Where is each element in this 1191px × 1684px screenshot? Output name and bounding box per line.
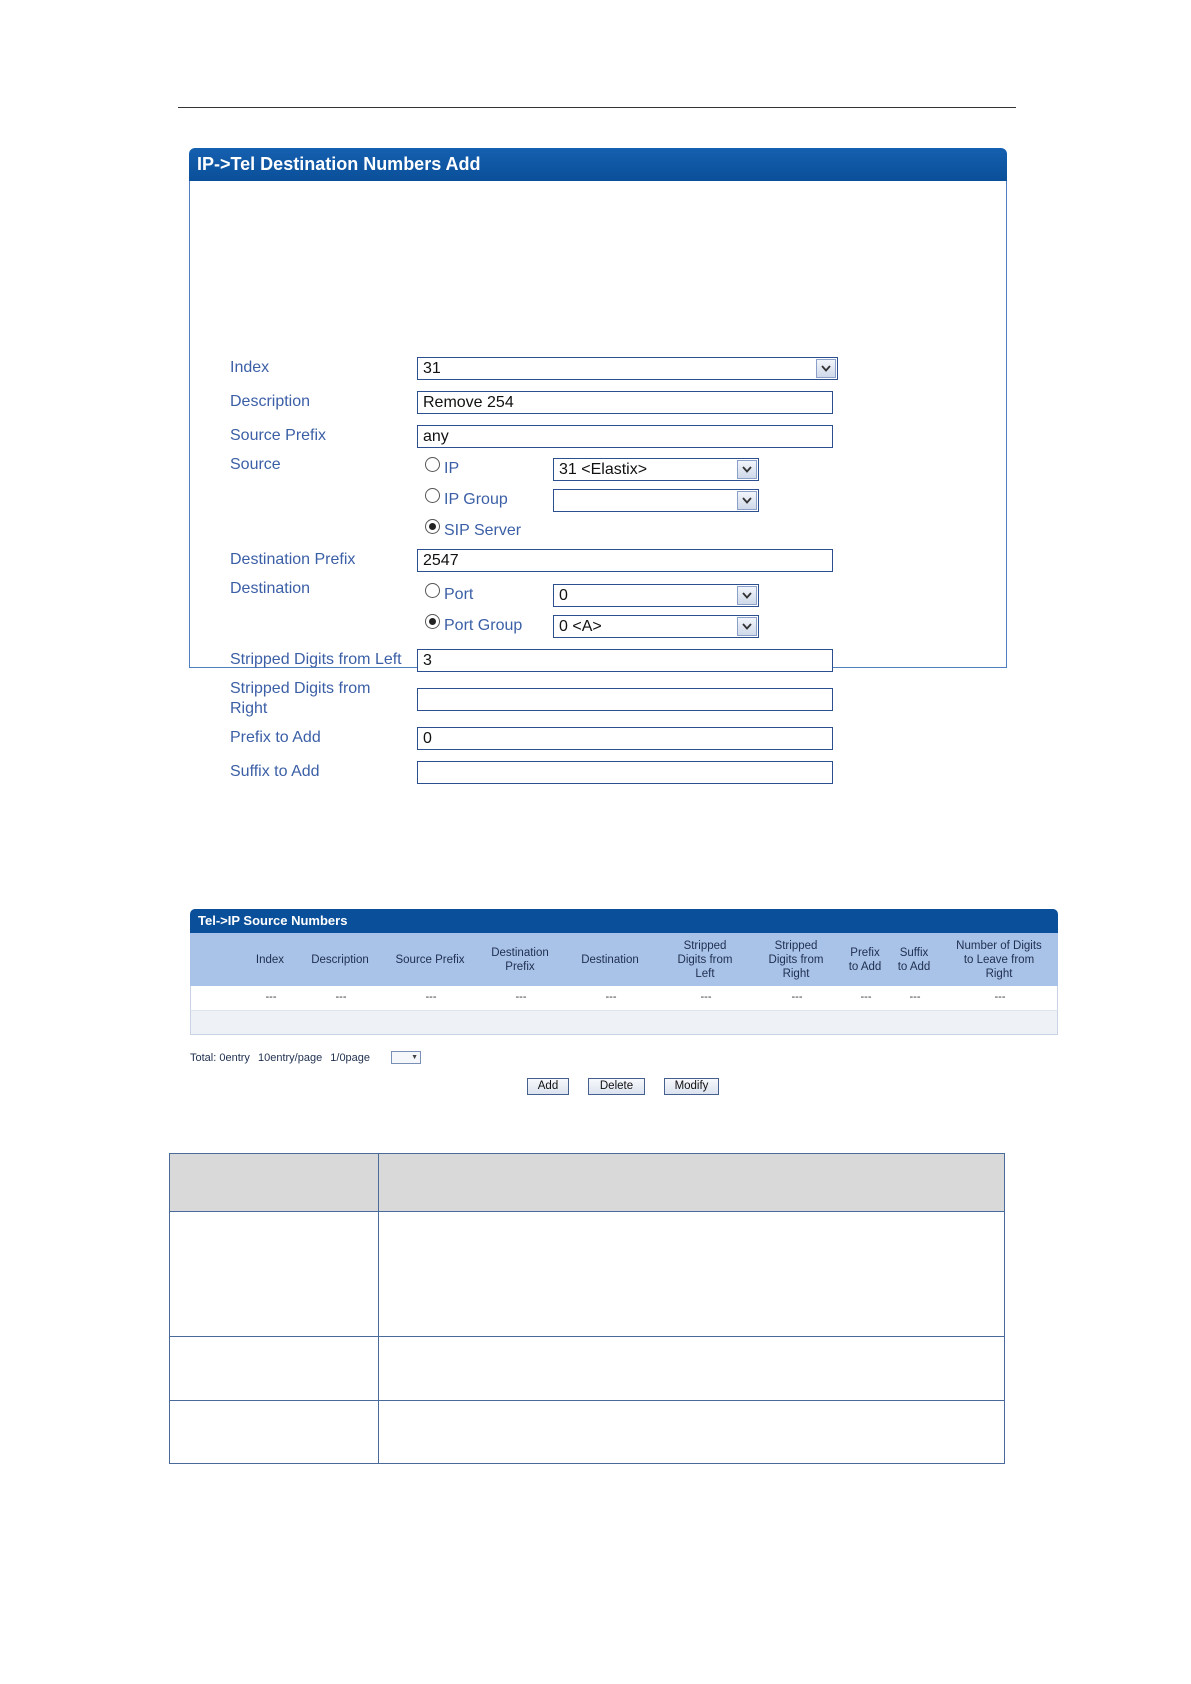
source-ip-value: 31 <Elastix>: [559, 461, 648, 478]
description-label: Description: [230, 393, 311, 410]
suffix-add-label: Suffix to Add: [230, 763, 320, 780]
suffix-add-input[interactable]: [417, 761, 833, 784]
source-table-title: Tel->IP Source Numbers: [190, 909, 1058, 933]
delete-button[interactable]: Delete: [588, 1078, 645, 1095]
source-prefix-input[interactable]: any: [417, 425, 833, 448]
source-label: Source: [230, 456, 281, 473]
prefix-add-label: Prefix to Add: [230, 729, 321, 746]
index-value: 31: [423, 360, 441, 377]
table-divider: [170, 1336, 1004, 1337]
col-source-prefix: Source Prefix: [395, 953, 465, 966]
destination-prefix-label: Destination Prefix: [230, 551, 356, 568]
source-ip-select[interactable]: [553, 458, 759, 481]
destination-port-group-label: Port Group: [444, 617, 523, 634]
col-stripped-left: Stripped Digits from Left: [677, 939, 733, 980]
destination-port-label: Port: [444, 586, 474, 603]
cell-digits-leave-right: ---: [994, 991, 1006, 1003]
source-sip-server-label: SIP Server: [444, 522, 522, 539]
col-prefix-add: Prefix to Add: [848, 946, 882, 973]
source-sip-server-radio[interactable]: [425, 519, 440, 534]
table-divider: [170, 1211, 1004, 1212]
stripped-left-input[interactable]: 3: [417, 649, 833, 672]
index-select[interactable]: [417, 357, 838, 380]
description-input[interactable]: Remove 254: [417, 391, 833, 414]
source-ip-group-label: IP Group: [444, 491, 508, 508]
stripped-left-label: Stripped Digits from Left: [230, 651, 402, 668]
source-ip-label: IP: [444, 460, 460, 477]
destination-label: Destination: [230, 580, 311, 597]
panel-body: [189, 181, 1007, 780]
col-index: Index: [255, 953, 285, 966]
stripped-right-label-line1: Stripped Digits from: [230, 680, 371, 697]
cell-index: ---: [265, 991, 277, 1003]
source-ip-group-radio[interactable]: [425, 488, 440, 503]
destination-prefix-input[interactable]: 2547: [417, 549, 833, 572]
panel-title: IP->Tel Destination Numbers Add: [189, 148, 1007, 181]
chevron-down-icon[interactable]: [737, 617, 757, 636]
page-top-rule: [178, 107, 1016, 108]
pager-info: [190, 1050, 375, 1066]
stripped-right-label-line2: Right: [230, 700, 268, 717]
tel-ip-source-numbers-panel: [190, 909, 1058, 1039]
pager-page: 1/0page: [330, 1052, 371, 1064]
cell-suffix-add: ---: [909, 991, 921, 1003]
source-ip-group-select[interactable]: [553, 489, 759, 512]
add-button[interactable]: Add: [527, 1078, 569, 1095]
destination-port-group-radio[interactable]: [425, 614, 440, 629]
table-column-divider: [378, 1154, 379, 1463]
stripped-right-input[interactable]: [417, 688, 833, 711]
col-destination-prefix: Destination Prefix: [491, 946, 549, 973]
col-destination: Destination: [581, 953, 639, 966]
modify-button[interactable]: Modify: [664, 1078, 719, 1095]
cell-description: ---: [335, 991, 347, 1003]
source-table-header-row: [190, 933, 1058, 986]
chevron-down-icon[interactable]: [737, 460, 757, 479]
destination-port-select[interactable]: [553, 584, 759, 607]
parameter-description-table: [169, 1153, 1005, 1464]
table-divider: [170, 1400, 1004, 1401]
col-digits-leave-right: Number of Digits to Leave from Right: [956, 939, 1042, 980]
source-ip-radio[interactable]: [425, 457, 440, 472]
col-description: Description: [311, 953, 369, 966]
cell-stripped-left: ---: [700, 991, 712, 1003]
cell-destination-prefix: ---: [515, 991, 527, 1003]
chevron-down-icon[interactable]: [737, 586, 757, 605]
chevron-down-icon[interactable]: [816, 359, 836, 378]
chevron-down-icon[interactable]: [737, 491, 757, 510]
cell-destination: ---: [605, 991, 617, 1003]
chevron-down-icon: ▼: [411, 1054, 418, 1061]
destination-port-group-value: 0 <A>: [559, 618, 602, 635]
cell-source-prefix: ---: [425, 991, 437, 1003]
source-table-footer: [190, 1010, 1058, 1035]
source-prefix-label: Source Prefix: [230, 427, 327, 444]
destination-port-value: 0: [559, 587, 568, 604]
destination-port-radio[interactable]: [425, 583, 440, 598]
table-header-row: [170, 1154, 1004, 1211]
page-select[interactable]: [391, 1051, 421, 1064]
pager-total: Total: 0entry: [190, 1052, 250, 1064]
index-label: Index: [230, 359, 270, 376]
cell-stripped-right: ---: [791, 991, 803, 1003]
destination-port-group-select[interactable]: [553, 615, 759, 638]
pager-per-page: 10entry/page: [257, 1052, 323, 1064]
col-suffix-add: Suffix to Add: [897, 946, 931, 973]
prefix-add-input[interactable]: 0: [417, 727, 833, 750]
table-row[interactable]: [190, 986, 1058, 1010]
col-stripped-right: Stripped Digits from Right: [768, 939, 824, 980]
ip-tel-destination-numbers-add-panel: [189, 148, 1007, 780]
cell-prefix-add: ---: [860, 991, 872, 1003]
